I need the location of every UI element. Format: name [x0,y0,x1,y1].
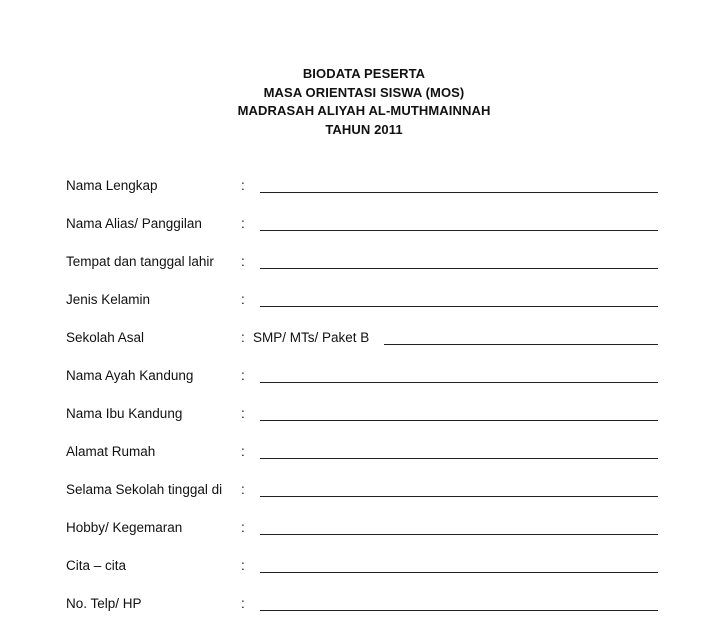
fill-in-line[interactable] [260,306,658,307]
field-separator: : [241,216,245,231]
field-tinggal-di [66,478,666,516]
fill-in-line[interactable] [384,344,658,345]
field-separator: : [241,292,245,307]
fill-in-line[interactable] [260,534,658,535]
field-nama-ayah [66,364,666,402]
field-label: No. Telp/ HP [66,596,142,611]
fill-in-line[interactable] [260,268,658,269]
field-label: Selama Sekolah tinggal di [66,482,223,497]
field-no-telp [66,592,666,630]
field-hobby [66,516,666,554]
field-separator: : [241,178,245,193]
fill-in-line[interactable] [260,610,658,611]
title-line-3: MADRASAH ALIYAH AL-MUTHMAINNAH [237,103,491,118]
field-separator: : [241,558,245,573]
field-label: Nama Ibu Kandung [66,406,183,421]
title-line-4: TAHUN 2011 [325,121,403,137]
field-label: Nama Alias/ Panggilan [66,216,202,231]
biodata-form [66,174,666,630]
field-label: Nama Lengkap [66,178,158,193]
fill-in-line[interactable] [260,420,658,421]
fill-in-line[interactable] [260,382,658,383]
field-alamat-rumah [66,440,666,478]
fill-in-line[interactable] [260,496,658,497]
field-separator: : [241,520,245,535]
field-nama-ibu [66,402,666,440]
field-separator: : [241,330,245,345]
fill-in-line[interactable] [260,572,658,573]
field-label: Cita – cita [66,558,127,573]
field-sekolah-asal [66,326,666,364]
fill-in-line[interactable] [260,230,658,231]
field-label: Hobby/ Kegemaran [66,520,183,535]
field-nama-lengkap [66,174,666,212]
field-nama-alias [66,212,666,250]
fill-in-line[interactable] [260,458,658,459]
field-separator: : [241,368,245,383]
title-line-1: BIODATA PESERTA [302,66,426,81]
field-jenis-kelamin [66,288,666,326]
field-label: Tempat dan tanggal lahir [66,254,214,269]
field-separator: : [241,254,245,269]
field-separator: : [241,406,245,421]
field-prefix: SMP/ MTs/ Paket B [253,330,370,345]
title-line-2: MASA ORIENTASI SISWA (MOS) [263,84,465,100]
field-label: Alamat Rumah [66,444,156,459]
field-cita-cita [66,554,666,592]
field-separator: : [241,596,245,611]
field-separator: : [241,482,245,497]
field-label: Nama Ayah Kandung [66,368,194,383]
document-title [0,65,728,139]
field-label: Jenis Kelamin [66,292,151,307]
field-label: Sekolah Asal [66,330,145,345]
fill-in-line[interactable] [260,192,658,193]
field-separator: : [241,444,245,459]
field-tempat-tanggal-lahir [66,250,666,288]
